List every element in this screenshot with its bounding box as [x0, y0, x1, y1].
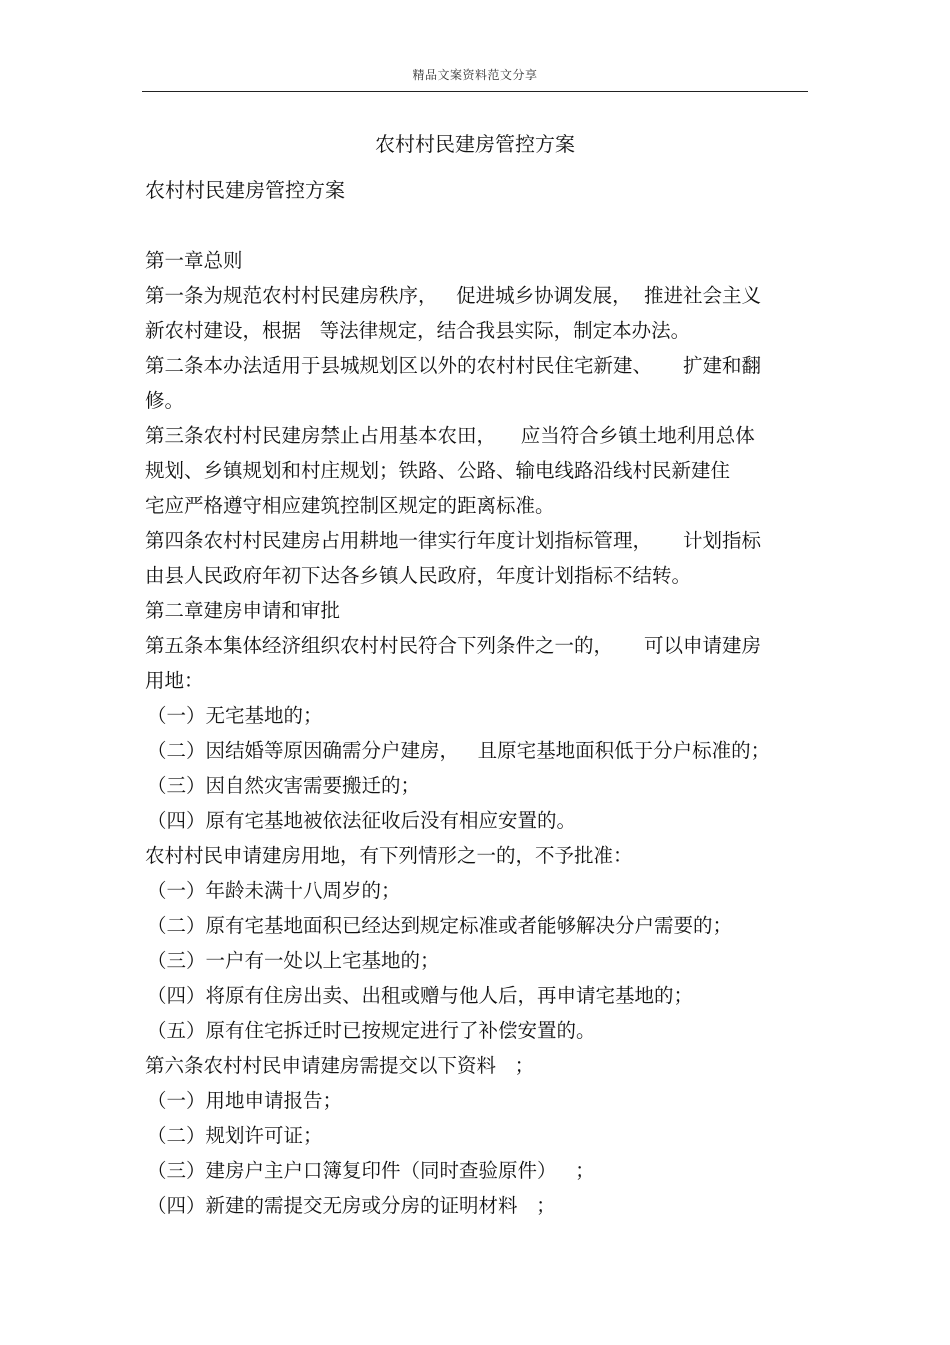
document-title: 农村村民建房管控方案 [375, 132, 575, 156]
paragraph-line: 第一条为规范农村村民建房秩序， 促进城乡协调发展， 推进社会主义 [145, 284, 761, 307]
paragraph-line: 第二条本办法适用于县城规划区以外的农村村民住宅新建、 扩建和翻 [145, 354, 761, 377]
list-item: （四）原有宅基地被依法征收后没有相应安置的。 [147, 809, 577, 832]
paragraph-line: 第六条农村村民申请建房需提交以下资料 ； [145, 1054, 535, 1077]
header-divider [142, 91, 808, 92]
page-header: 精品文案资料范文分享 [412, 68, 538, 82]
chapter-1-heading: 第一章总则 [145, 249, 243, 272]
list-item: （四）将原有住房出卖、出租或赠与他人后，再申请宅基地的； [147, 984, 694, 1007]
list-item: （三）建房户主户口簿复印件（同时查验原件） ； [147, 1159, 595, 1182]
list-item: （五）原有住宅拆迁时已按规定进行了补偿安置的。 [147, 1019, 596, 1042]
list-item: （一）年龄未满十八周岁的； [147, 879, 401, 902]
list-item: （三）因自然灾害需要搬迁的； [147, 774, 421, 797]
list-item: （一）无宅基地的； [147, 704, 323, 727]
paragraph-line: 由县人民政府年初下达各乡镇人民政府，年度计划指标不结转。 [145, 564, 692, 587]
paragraph-line: 第五条本集体经济组织农村村民符合下列条件之一的， 可以申请建房 [145, 634, 761, 657]
list-item: （二）规划许可证； [147, 1124, 323, 1147]
document-body [145, 243, 810, 1223]
paragraph-line: 农村村民申请建房用地，有下列情形之一的，不予批准： [145, 844, 633, 867]
paragraph-line: 规划、乡镇规划和村庄规划；铁路、公路、输电线路沿线村民新建住 [145, 459, 731, 482]
chapter-2-heading: 第二章建房申请和审批 [145, 599, 341, 622]
paragraph-line: 第三条农村村民建房禁止占用基本农田， 应当符合乡镇土地利用总体 [145, 424, 755, 447]
paragraph-line: 新农村建设，根据 等法律规定，结合我县实际，制定本办法。 [145, 319, 691, 342]
paragraph-line: 宅应严格遵守相应建筑控制区规定的距离标准。 [145, 494, 555, 517]
list-item: （二）原有宅基地面积已经达到规定标准或者能够解决分户需要的； [147, 914, 733, 937]
list-item: （二）因结婚等原因确需分户建房， 且原宅基地面积低于分户标准的； [147, 739, 771, 762]
document-subtitle: 农村村民建房管控方案 [145, 178, 345, 202]
list-item: （三）一户有一处以上宅基地的； [147, 949, 440, 972]
list-item: （一）用地申请报告； [147, 1089, 343, 1112]
list-item: （四）新建的需提交无房或分房的证明材料 ； [147, 1194, 556, 1217]
paragraph-line: 用地： [145, 669, 204, 692]
paragraph-line: 第四条农村村民建房占用耕地一律实行年度计划指标管理， 计划指标 [145, 529, 761, 552]
paragraph-line: 修。 [145, 389, 185, 412]
